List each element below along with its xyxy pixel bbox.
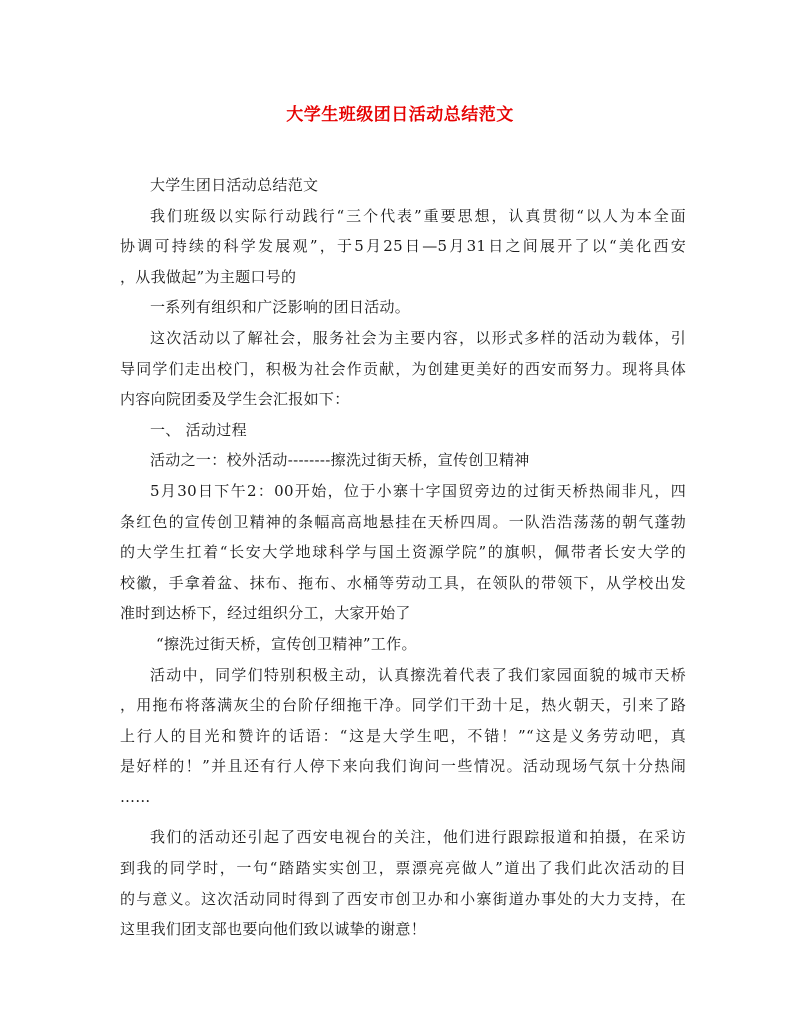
text-line: 这里我们团支部也要向他们致以诚挚的谢意！ [120,920,427,939]
text-line: 校徽，手拿着盆、抹布、拖布、水桶等劳动工具，在领队的带领下，从学校出发 [120,573,686,592]
text-line: 内容向院团委及学生会汇报如下： [120,390,350,409]
text-line: ，用拖布将落满灰尘的台阶仔细拖干净。同学们干劲十足，热火朝天，引来了路 [120,696,686,715]
paragraph-gap [120,812,686,822]
text-line: 上行人的目光和赞许的话语：“这是大学生吧，不错！”“这是义务劳动吧，真 [120,726,686,745]
text-line: 准时到达桥下，经过组织分工，大家开始了 [120,604,411,623]
text-line: 的大学生扛着“长安大学地球科学与国土资源学院”的旗帜，佩带者长安大学的 [120,543,686,562]
text-line: 活动之一：校外活动--------擦洗过街天桥，宣传创卫精神 [150,451,530,470]
text-line: 协调可持续的科学发展观”，于5月25日—5月31日之间展开了以“美化西安 [120,237,686,256]
text-line: …… [120,787,151,806]
document-body [120,170,686,945]
text-line: 导同学们走出校门，积极为社会作贡献，为创建更美好的西安而努力。现将具体 [120,359,686,378]
text-line: 我们班级以实际行动践行“三个代表”重要思想，认真贯彻“以人为本全面 [150,206,686,225]
text-line: 活动中，同学们特别积极主动，认真擦洗着代表了我们家园面貌的城市天桥 [150,665,686,684]
text-line: “擦洗过街天桥，宣传创卫精神”工作。 [156,634,417,653]
text-line: ，从我做起”为主题口号的 [120,267,297,286]
text-line: 我们的活动还引起了西安电视台的关注，他们进行跟踪报道和拍摄，在采访 [150,828,686,847]
text-line: 大学生团日活动总结范文 [150,176,319,194]
text-line: 的与意义。这次活动同时得到了西安市创卫办和小寨街道办事处的大力支持，在 [120,889,686,908]
document-title: 大学生班级团日活动总结范文 [286,105,514,125]
text-line: 到我的同学时，一句“踏踏实实创卫，票漂亮亮做人”道出了我们此次活动的目 [120,859,686,878]
text-line: 这次活动以了解社会，服务社会为主要内容，以形式多样的活动为载体，引 [150,328,686,347]
text-line: 条红色的宣传创卫精神的条幅高高地悬挂在天桥四周。一队浩浩荡荡的朝气蓬勃 [120,512,686,531]
text-line: 一系列有组织和广泛影响的团日活动。 [150,298,411,317]
text-line: 5月30日下午2：00开始，位于小寨十字国贸旁边的过街天桥热闹非凡，四 [150,481,686,500]
text-line: 一、 活动过程 [150,420,247,439]
text-line: 是好样的！”并且还有行人停下来向我们询问一些情况。活动现场气氛十分热闹 [120,757,686,776]
